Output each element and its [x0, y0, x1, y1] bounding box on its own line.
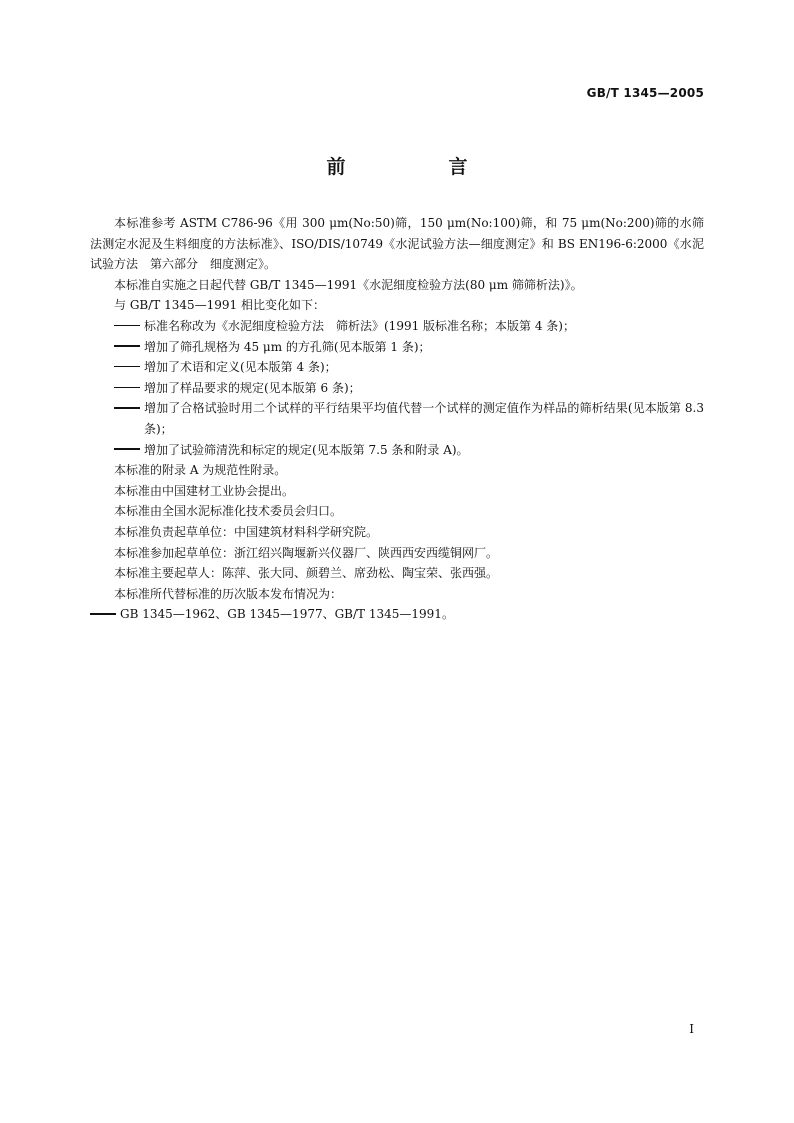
dash-marker	[114, 316, 144, 337]
dash-marker	[114, 357, 144, 378]
paragraph-annex: 本标准的附录 A 为规范性附录。	[114, 463, 287, 478]
paragraph-replaces: 本标准自实施之日起代替 GB/T 1345—1991《水泥细度检验方法(80 μm 筛筛析法)》。	[114, 277, 583, 292]
change-item: 标准名称改为《水泥细度检验方法 筛析法》(1991 版标准名称；本版第 4 条)；	[90, 316, 704, 337]
change-item: 增加了筛孔规格为 45 μm 的方孔筛(见本版第 1 条)；	[90, 337, 704, 358]
paragraph-participating-drafters: 本标准参加起草单位：浙江绍兴陶堰新兴仪器厂、陕西西安西缆铜网厂。	[114, 545, 499, 560]
change-item: 增加了合格试验时用二个试样的平行结果平均值代替一个试样的测定值作为样品的筛析结果(见本版第 8.3 条)；	[90, 398, 704, 439]
change-item: 增加了术语和定义(见本版第 4 条)；	[90, 357, 704, 378]
standard-code: GB/T 1345—2005	[586, 86, 704, 100]
change-item: 增加了样品要求的规定(见本版第 6 条)；	[90, 378, 704, 399]
paragraph-main-drafters: 本标准主要起草人：陈萍、张大同、颜碧兰、席劲松、陶宝荣、张西强。	[114, 566, 499, 581]
dash-marker	[90, 604, 120, 625]
paragraph-committee: 本标准由全国水泥标准化技术委员会归口。	[114, 504, 343, 519]
page-number: I	[689, 1022, 694, 1036]
dash-marker	[114, 378, 144, 399]
document-body	[90, 213, 704, 625]
paragraph-changes-intro: 与 GB/T 1345—1991 相比变化如下：	[114, 298, 325, 313]
dash-marker	[114, 337, 144, 358]
paragraph-references: 本标准参考 ASTM C786-96《用 300 μm(No:50)筛，150 μm(No:100)筛，和 75 μm(No:200)筛的水筛法测定水泥及生料细度的方法标准》、ISO/DIS/10749《水泥试验方法—细度测定》和 BS EN196-6:2000《水泥试验方法 第六部分 细度测定》。	[90, 216, 704, 272]
paragraph-history-intro: 本标准所代替标准的历次版本发布情况为：	[114, 586, 343, 601]
page-title: 前 言	[326, 156, 510, 178]
paragraph-lead-drafter: 本标准负责起草单位：中国建筑材料科学研究院。	[114, 524, 379, 539]
history-item: GB 1345—1962、GB 1345—1977、GB/T 1345—1991。	[90, 604, 704, 625]
paragraph-proposer: 本标准由中国建材工业协会提出。	[114, 483, 295, 498]
change-item: 增加了试验筛清洗和标定的规定(见本版第 7.5 条和附录 A)。	[90, 440, 704, 461]
dash-marker	[114, 440, 144, 461]
dash-marker	[114, 398, 144, 419]
